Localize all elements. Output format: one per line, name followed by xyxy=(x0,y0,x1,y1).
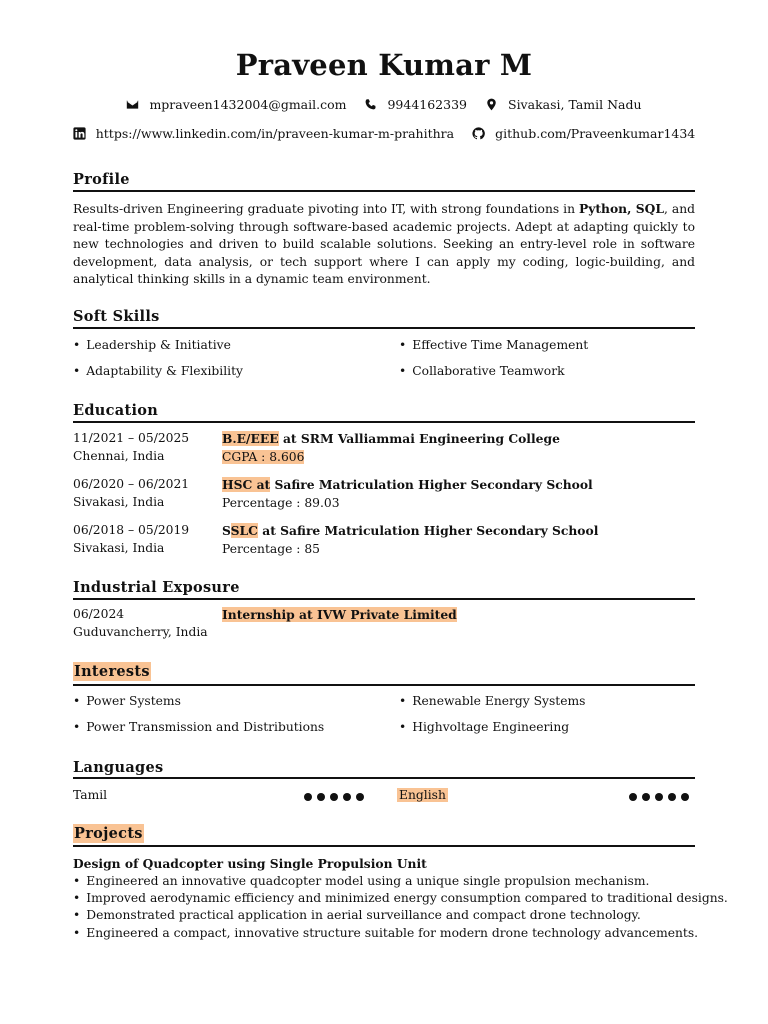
soft-skills-section xyxy=(73,306,695,325)
candidate-name: Praveen Kumar M xyxy=(235,48,533,82)
education-entry-dates: 06/2020 – 06/2021 Sivakasi, India xyxy=(73,477,190,509)
industrial-dates: 06/2024 Guduvancherry, India xyxy=(73,607,208,639)
phone-icon xyxy=(364,98,377,111)
contact-row-2 xyxy=(73,126,695,141)
level-dot xyxy=(629,793,637,801)
education-entry-details: SSLC at Safire Matriculation Higher Secondary School Percentage : 85 xyxy=(222,523,599,556)
level-dot xyxy=(655,793,663,801)
github-item[interactable] xyxy=(472,126,695,141)
language-level-dots xyxy=(624,793,689,801)
interest-item: • Power Transmission and Distributions xyxy=(73,720,324,734)
github-text: github.com/Praveenkumar1434 xyxy=(495,126,696,141)
languages-heading: Languages xyxy=(73,759,164,776)
languages-section xyxy=(73,757,695,776)
level-dot xyxy=(317,793,325,801)
linkedin-item[interactable] xyxy=(73,126,454,141)
language-name: English xyxy=(399,788,446,802)
project-bullet: • Engineered a compact, innovative structure suitable for modern drone technology advancements. xyxy=(73,926,698,940)
interests-divider xyxy=(73,684,695,686)
projects-divider xyxy=(73,845,695,847)
education-entry-details: HSC at Safire Matriculation Higher Secondary School Percentage : 89.03 xyxy=(222,477,593,510)
industrial-divider xyxy=(73,598,695,600)
education-entry-dates: 11/2021 – 05/2025 Chennai, India xyxy=(73,431,190,463)
map-pin-icon xyxy=(485,98,498,111)
interest-item: • Renewable Energy Systems xyxy=(399,694,586,708)
interests-section xyxy=(73,661,695,681)
level-dot xyxy=(681,793,689,801)
language-level-dots xyxy=(299,793,364,801)
linkedin-text: https://www.linkedin.com/in/praveen-kumar-m-prahithra xyxy=(95,126,455,141)
education-section xyxy=(73,400,695,419)
profile-divider xyxy=(73,190,695,192)
location-text: Sivakasi, Tamil Nadu xyxy=(508,97,642,112)
education-entry-dates: 06/2018 – 05/2019 Sivakasi, India xyxy=(73,523,190,555)
industrial-section xyxy=(73,577,695,596)
project-bullet: • Improved aerodynamic efficiency and minimized energy consumption compared to traditional designs. xyxy=(73,891,728,905)
soft-skills-divider xyxy=(73,327,695,329)
education-divider xyxy=(73,421,695,423)
soft-skill-item: • Collaborative Teamwork xyxy=(399,364,565,378)
phone-text: 9944162339 xyxy=(387,97,467,112)
industrial-heading: Industrial Exposure xyxy=(73,579,240,596)
interests-heading: Interests xyxy=(74,663,150,680)
profile-section xyxy=(73,169,695,188)
soft-skills-heading: Soft Skills xyxy=(73,308,160,325)
envelope-icon xyxy=(126,98,139,111)
project-title: Design of Quadcopter using Single Propulsion Unit xyxy=(73,856,427,871)
interest-item: • Power Systems xyxy=(73,694,181,708)
soft-skill-item: • Adaptability & Flexibility xyxy=(73,364,243,378)
profile-text: Results-driven Engineering graduate pivoting into IT, with strong foundations in Python, SQL, and real-time problem-solving through software-based academic projects. Adept at adapting quickly to new technologies and driven to build scalable solutions. Seeking an entry-level role in software development, data analysis, or tech support where I can apply my coding, logic-building, and analytical thinking skills in a dynamic team environment. xyxy=(73,201,695,286)
soft-skill-item: • Effective Time Management xyxy=(399,338,588,352)
industrial-role: Internship at IVW Private Limited xyxy=(222,607,457,622)
location-item xyxy=(485,97,642,112)
level-dot xyxy=(330,793,338,801)
contact-row-1 xyxy=(73,97,695,112)
github-icon xyxy=(472,127,485,140)
education-heading: Education xyxy=(73,402,159,419)
level-dot xyxy=(642,793,650,801)
projects-heading: Projects xyxy=(74,825,143,842)
projects-section xyxy=(73,823,695,843)
soft-skill-item: • Leadership & Initiative xyxy=(73,338,231,352)
profile-heading: Profile xyxy=(73,171,130,188)
level-dot xyxy=(343,793,351,801)
level-dot xyxy=(668,793,676,801)
linkedin-icon xyxy=(73,127,86,140)
education-entry-details: B.E/EEE at SRM Valliammai Engineering College CGPA : 8.606 xyxy=(222,431,560,464)
languages-divider xyxy=(73,777,695,779)
email-text: mpraveen1432004@gmail.com xyxy=(149,97,347,112)
level-dot xyxy=(304,793,312,801)
interest-item: • Highvoltage Engineering xyxy=(399,720,569,734)
language-name: Tamil xyxy=(73,788,108,802)
project-bullet: • Demonstrated practical application in aerial surveillance and compact drone technology. xyxy=(73,908,641,922)
level-dot xyxy=(356,793,364,801)
project-bullet: • Engineered an innovative quadcopter model using a unique single propulsion mechanism. xyxy=(73,874,649,888)
phone-item[interactable] xyxy=(364,97,467,112)
email-item[interactable] xyxy=(126,97,346,112)
